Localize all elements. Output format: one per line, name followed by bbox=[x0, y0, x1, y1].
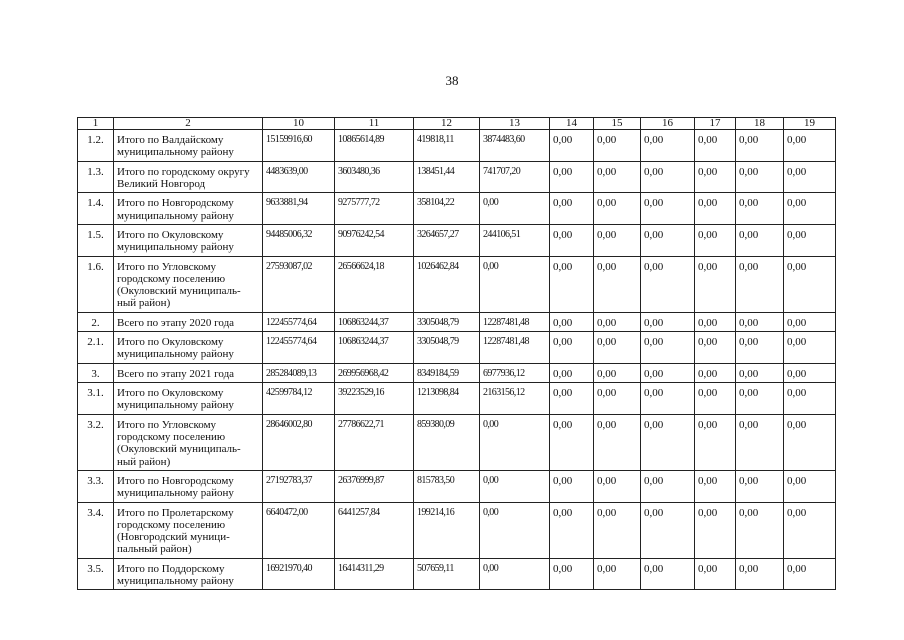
table-header bbox=[78, 118, 836, 130]
row-name: Всего по этапу 2020 года bbox=[114, 312, 263, 331]
table-cell: 0,00 bbox=[550, 383, 594, 415]
table-cell: 4483639,00 bbox=[263, 161, 335, 193]
row-number: 1.6. bbox=[78, 256, 114, 312]
table-cell: 0,00 bbox=[784, 193, 836, 225]
table-cell: 1026462,84 bbox=[414, 256, 480, 312]
table-cell: 0,00 bbox=[594, 332, 641, 364]
table-cell: 39223529,16 bbox=[335, 383, 414, 415]
table-cell: 0,00 bbox=[480, 193, 550, 225]
table-cell: 26566624,18 bbox=[335, 256, 414, 312]
table-cell: 9275777,72 bbox=[335, 193, 414, 225]
column-header: 1 bbox=[78, 118, 114, 130]
table-cell: 0,00 bbox=[550, 224, 594, 256]
table-row bbox=[78, 256, 836, 312]
table-cell: 0,00 bbox=[784, 312, 836, 331]
table-cell: 3874483,60 bbox=[480, 130, 550, 162]
table-cell: 0,00 bbox=[550, 332, 594, 364]
table-cell: 16414311,29 bbox=[335, 558, 414, 590]
table-cell: 741707,20 bbox=[480, 161, 550, 193]
row-name: Итого по Окуловскому муниципальному району bbox=[114, 224, 263, 256]
table-cell: 12287481,48 bbox=[480, 332, 550, 364]
column-header: 14 bbox=[550, 118, 594, 130]
table-cell: 0,00 bbox=[784, 161, 836, 193]
table-cell: 0,00 bbox=[594, 193, 641, 225]
table-cell: 0,00 bbox=[695, 193, 736, 225]
table-row bbox=[78, 502, 836, 558]
table-row bbox=[78, 130, 836, 162]
table-cell: 0,00 bbox=[736, 256, 784, 312]
row-number: 3.5. bbox=[78, 558, 114, 590]
table-cell: 0,00 bbox=[736, 502, 784, 558]
row-name: Итого по Новгородскому муниципальному району bbox=[114, 193, 263, 225]
table-cell: 0,00 bbox=[736, 193, 784, 225]
table-cell: 859380,09 bbox=[414, 414, 480, 470]
table-body bbox=[78, 130, 836, 590]
table-cell: 0,00 bbox=[594, 256, 641, 312]
table-cell: 106863244,37 bbox=[335, 332, 414, 364]
table-cell: 0,00 bbox=[695, 383, 736, 415]
column-header: 16 bbox=[641, 118, 695, 130]
column-header: 17 bbox=[695, 118, 736, 130]
table-cell: 27192783,37 bbox=[263, 470, 335, 502]
row-name: Итого по Окуловскому муниципальному району bbox=[114, 332, 263, 364]
table-cell: 0,00 bbox=[594, 161, 641, 193]
table-cell: 0,00 bbox=[480, 502, 550, 558]
row-name: Итого по Угловскому городскому поселению (Окуловский муниципаль-ный район) bbox=[114, 414, 263, 470]
table-cell: 0,00 bbox=[784, 414, 836, 470]
table-cell: 0,00 bbox=[641, 312, 695, 331]
table-cell: 0,00 bbox=[695, 161, 736, 193]
table-row bbox=[78, 470, 836, 502]
row-number: 1.2. bbox=[78, 130, 114, 162]
table-cell: 0,00 bbox=[594, 312, 641, 331]
table-cell: 0,00 bbox=[550, 256, 594, 312]
table-cell: 0,00 bbox=[550, 558, 594, 590]
table-cell: 6441257,84 bbox=[335, 502, 414, 558]
table-cell: 419818,11 bbox=[414, 130, 480, 162]
table-cell: 0,00 bbox=[736, 558, 784, 590]
table-cell: 0,00 bbox=[736, 312, 784, 331]
table-cell: 0,00 bbox=[550, 502, 594, 558]
table-cell: 0,00 bbox=[641, 332, 695, 364]
table-cell: 3603480,36 bbox=[335, 161, 414, 193]
table-cell: 0,00 bbox=[784, 470, 836, 502]
table-cell: 285284089,13 bbox=[263, 363, 335, 382]
table-cell: 10865614,89 bbox=[335, 130, 414, 162]
table-cell: 0,00 bbox=[550, 130, 594, 162]
table-cell: 0,00 bbox=[594, 470, 641, 502]
table-cell: 0,00 bbox=[550, 193, 594, 225]
table-cell: 94485006,32 bbox=[263, 224, 335, 256]
table-row bbox=[78, 414, 836, 470]
row-number: 1.4. bbox=[78, 193, 114, 225]
table-cell: 0,00 bbox=[695, 332, 736, 364]
row-number: 3.2. bbox=[78, 414, 114, 470]
table-cell: 0,00 bbox=[784, 558, 836, 590]
table-cell: 3264657,27 bbox=[414, 224, 480, 256]
table-cell: 0,00 bbox=[550, 161, 594, 193]
table-row bbox=[78, 383, 836, 415]
table-cell: 0,00 bbox=[695, 224, 736, 256]
table-cell: 0,00 bbox=[695, 130, 736, 162]
table-cell: 0,00 bbox=[594, 502, 641, 558]
table-row bbox=[78, 332, 836, 364]
column-header: 11 bbox=[335, 118, 414, 130]
row-name: Итого по Поддорскому муниципальному району bbox=[114, 558, 263, 590]
table-cell: 3305048,79 bbox=[414, 312, 480, 331]
table-row bbox=[78, 363, 836, 382]
table-cell: 0,00 bbox=[784, 130, 836, 162]
table-cell: 0,00 bbox=[695, 502, 736, 558]
table-cell: 269956968,42 bbox=[335, 363, 414, 382]
table-cell: 0,00 bbox=[550, 312, 594, 331]
table-cell: 122455774,64 bbox=[263, 332, 335, 364]
table-cell: 244106,51 bbox=[480, 224, 550, 256]
table-cell: 2163156,12 bbox=[480, 383, 550, 415]
table-cell: 0,00 bbox=[550, 470, 594, 502]
row-number: 1.5. bbox=[78, 224, 114, 256]
table-cell: 0,00 bbox=[480, 256, 550, 312]
table-cell: 0,00 bbox=[480, 558, 550, 590]
row-number: 3.4. bbox=[78, 502, 114, 558]
table-cell: 6640472,00 bbox=[263, 502, 335, 558]
table-cell: 0,00 bbox=[695, 414, 736, 470]
row-number: 2. bbox=[78, 312, 114, 331]
table-cell: 6977936,12 bbox=[480, 363, 550, 382]
table-cell: 122455774,64 bbox=[263, 312, 335, 331]
table-cell: 0,00 bbox=[736, 414, 784, 470]
table-cell: 0,00 bbox=[784, 363, 836, 382]
row-name: Итого по Пролетарскому городскому поселению (Новгородский муници-пальный район) bbox=[114, 502, 263, 558]
table-cell: 9633881,94 bbox=[263, 193, 335, 225]
column-header: 2 bbox=[114, 118, 263, 130]
table-cell: 90976242,54 bbox=[335, 224, 414, 256]
table-cell: 0,00 bbox=[736, 470, 784, 502]
table-cell: 0,00 bbox=[594, 558, 641, 590]
table-cell: 0,00 bbox=[736, 130, 784, 162]
table-cell: 0,00 bbox=[480, 414, 550, 470]
row-number: 2.1. bbox=[78, 332, 114, 364]
table-cell: 507659,11 bbox=[414, 558, 480, 590]
table-cell: 0,00 bbox=[695, 363, 736, 382]
table-cell: 26376999,87 bbox=[335, 470, 414, 502]
table-cell: 0,00 bbox=[784, 256, 836, 312]
table-cell: 0,00 bbox=[784, 383, 836, 415]
table-cell: 0,00 bbox=[784, 332, 836, 364]
table-cell: 27786622,71 bbox=[335, 414, 414, 470]
row-name: Итого по Валдайскому муниципальному району bbox=[114, 130, 263, 162]
column-header: 19 bbox=[784, 118, 836, 130]
row-name: Итого по Угловскому городскому поселению (Окуловский муниципаль-ный район) bbox=[114, 256, 263, 312]
table-cell: 0,00 bbox=[736, 363, 784, 382]
table-cell: 0,00 bbox=[736, 383, 784, 415]
table-cell: 0,00 bbox=[784, 224, 836, 256]
row-number: 1.3. bbox=[78, 161, 114, 193]
table-cell: 0,00 bbox=[641, 224, 695, 256]
table-cell: 0,00 bbox=[641, 383, 695, 415]
table-cell: 138451,44 bbox=[414, 161, 480, 193]
row-name: Итого по Новгородскому муниципальному району bbox=[114, 470, 263, 502]
table-cell: 0,00 bbox=[641, 130, 695, 162]
table-cell: 0,00 bbox=[695, 256, 736, 312]
table-cell: 0,00 bbox=[480, 470, 550, 502]
table-cell: 1213098,84 bbox=[414, 383, 480, 415]
table-cell: 0,00 bbox=[550, 414, 594, 470]
table-cell: 16921970,40 bbox=[263, 558, 335, 590]
table-cell: 815783,50 bbox=[414, 470, 480, 502]
table-cell: 0,00 bbox=[784, 502, 836, 558]
table-row bbox=[78, 558, 836, 590]
row-number: 3. bbox=[78, 363, 114, 382]
row-number: 3.1. bbox=[78, 383, 114, 415]
table-cell: 0,00 bbox=[641, 363, 695, 382]
row-name: Итого по городскому округу Великий Новгород bbox=[114, 161, 263, 193]
column-header: 10 bbox=[263, 118, 335, 130]
table-cell: 0,00 bbox=[594, 414, 641, 470]
table-cell: 0,00 bbox=[594, 363, 641, 382]
row-number: 3.3. bbox=[78, 470, 114, 502]
table-cell: 106863244,37 bbox=[335, 312, 414, 331]
table-cell: 15159916,60 bbox=[263, 130, 335, 162]
table-cell: 0,00 bbox=[641, 414, 695, 470]
column-header: 13 bbox=[480, 118, 550, 130]
table-cell: 27593087,02 bbox=[263, 256, 335, 312]
table-row bbox=[78, 161, 836, 193]
table-cell: 358104,22 bbox=[414, 193, 480, 225]
table-cell: 0,00 bbox=[594, 130, 641, 162]
table-cell: 199214,16 bbox=[414, 502, 480, 558]
table-cell: 0,00 bbox=[641, 256, 695, 312]
table-cell: 0,00 bbox=[695, 312, 736, 331]
table-cell: 0,00 bbox=[736, 224, 784, 256]
table-cell: 0,00 bbox=[736, 332, 784, 364]
column-header: 12 bbox=[414, 118, 480, 130]
table-cell: 0,00 bbox=[594, 224, 641, 256]
table-cell: 0,00 bbox=[641, 558, 695, 590]
page-number: 38 bbox=[445, 73, 459, 88]
column-header: 18 bbox=[736, 118, 784, 130]
row-name: Итого по Окуловскому муниципальному району bbox=[114, 383, 263, 415]
table-row bbox=[78, 224, 836, 256]
table-cell: 42599784,12 bbox=[263, 383, 335, 415]
table-row bbox=[78, 312, 836, 331]
data-table bbox=[77, 117, 836, 590]
header-row bbox=[78, 118, 836, 130]
table-cell: 8349184,59 bbox=[414, 363, 480, 382]
table-cell: 0,00 bbox=[550, 363, 594, 382]
table-cell: 12287481,48 bbox=[480, 312, 550, 331]
table-cell: 0,00 bbox=[695, 558, 736, 590]
table-cell: 0,00 bbox=[736, 161, 784, 193]
table-cell: 3305048,79 bbox=[414, 332, 480, 364]
table-row bbox=[78, 193, 836, 225]
table-cell: 0,00 bbox=[641, 193, 695, 225]
table-cell: 0,00 bbox=[641, 161, 695, 193]
table-cell: 28646002,80 bbox=[263, 414, 335, 470]
table-cell: 0,00 bbox=[695, 470, 736, 502]
table-cell: 0,00 bbox=[594, 383, 641, 415]
table-cell: 0,00 bbox=[641, 470, 695, 502]
column-header: 15 bbox=[594, 118, 641, 130]
table-cell: 0,00 bbox=[641, 502, 695, 558]
row-name: Всего по этапу 2021 года bbox=[114, 363, 263, 382]
